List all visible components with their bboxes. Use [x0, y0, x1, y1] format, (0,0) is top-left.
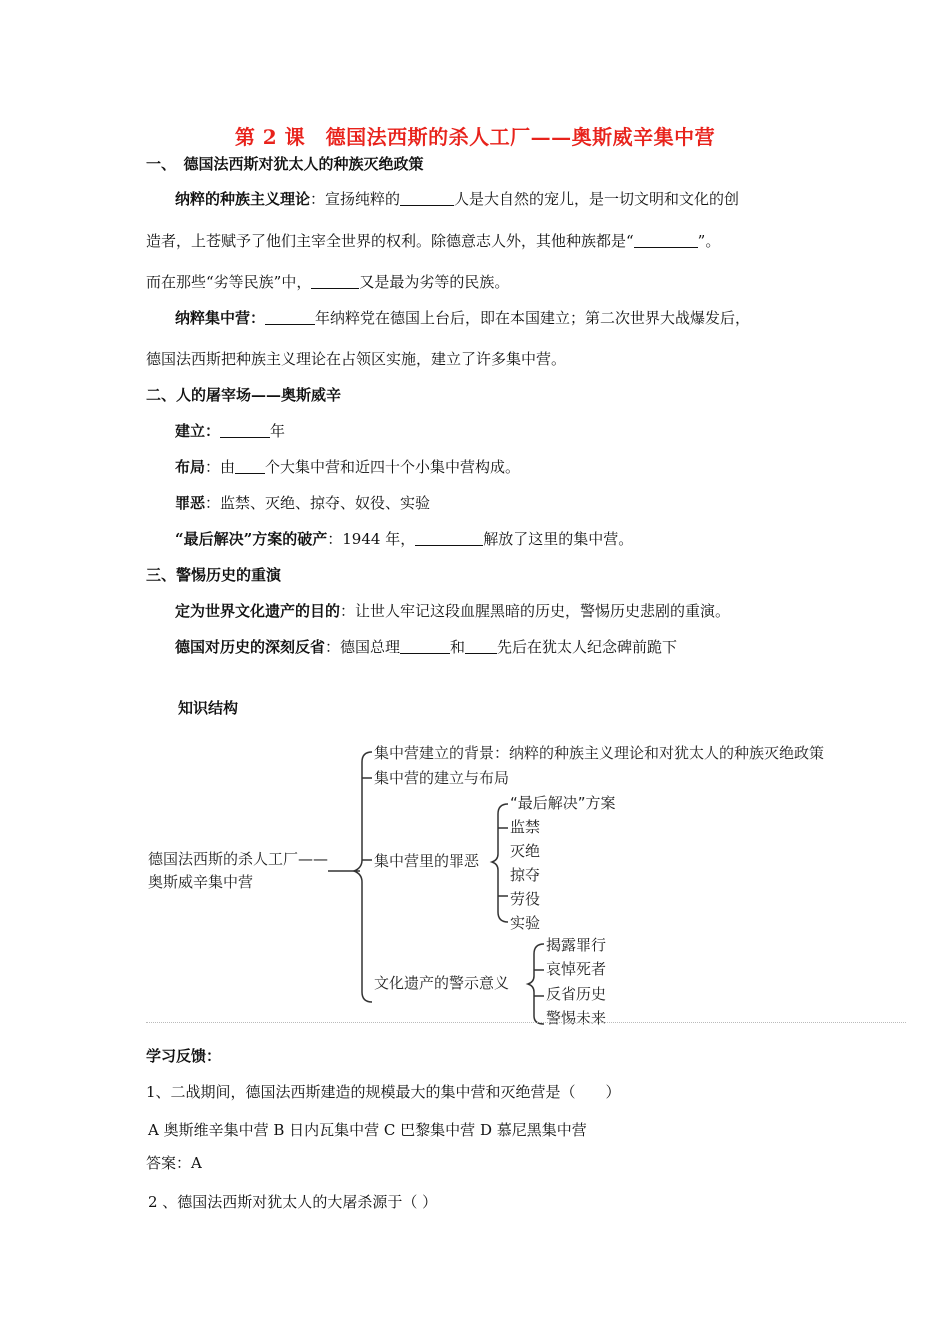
knowledge-structure-diagram	[140, 736, 910, 1026]
diagram-branch-founding: 集中营的建立与布局	[374, 769, 510, 787]
diagram-crime-item: 实验	[510, 914, 541, 932]
blank-8[interactable]	[400, 639, 450, 654]
crimes-line: 罪恶：监禁、灭绝、掠夺、奴役、实验	[175, 494, 431, 512]
blank-1[interactable]	[400, 191, 454, 206]
section-1-paragraph-1-cont: 造者，上苍赋予了他们主宰全世界的权利。除德意志人外，其他种族都是“ ”。	[146, 232, 721, 250]
diagram-crime-item: “最后解决”方案	[510, 794, 616, 812]
section-1-heading: 一、 德国法西斯对犹太人的种族灭绝政策	[146, 155, 424, 173]
blank-5[interactable]	[220, 423, 270, 438]
section-2-heading: 二、人的屠宰场——奥斯威辛	[146, 386, 342, 404]
section-1-paragraph-1: 纳粹的种族主义理论：宣扬纯粹的 人是大自然的宠儿，是一切文明和文化的创	[175, 190, 740, 208]
diagram-branch-crimes: 集中营里的罪恶	[374, 852, 480, 870]
blank-2[interactable]	[634, 233, 698, 248]
reflection-line: 德国对历史的深刻反省：德国总理 和 先后在犹太人纪念碑前跪下	[175, 638, 678, 656]
nazi-race-theory-label: 纳粹的种族主义理论	[175, 190, 311, 208]
question-2: 2 、德国法西斯对犹太人的大屠杀源于（ ）	[148, 1193, 438, 1211]
section-1-paragraph-2: 纳粹集中营： 年纳粹党在德国上台后，即在本国建立；第二次世界大战爆发后，	[175, 309, 751, 327]
divider	[146, 1022, 906, 1023]
blank-3[interactable]	[311, 274, 359, 289]
diagram-crime-item: 监禁	[510, 818, 541, 836]
question-1: 1、二战期间，德国法西斯建造的规模最大的集中营和灭绝营是（ ）	[146, 1083, 621, 1101]
diagram-crime-item: 掠夺	[510, 866, 541, 884]
diagram-branch-heritage: 文化遗产的警示意义	[374, 974, 510, 992]
question-1-options: A 奥斯维辛集中营 B 日内瓦集中营 C 巴黎集中营 D 慕尼黑集中营	[148, 1121, 587, 1139]
blank-6[interactable]	[235, 459, 265, 474]
diagram-crime-item: 劳役	[510, 890, 541, 908]
page-title: 第 2 课 德国法西斯的杀人工厂——奥斯威辛集中营	[234, 125, 716, 149]
diagram-meaning-item: 哀悼死者	[546, 960, 607, 978]
blank-7[interactable]	[415, 531, 483, 546]
section-1-paragraph-1-end: 而在那些“劣等民族”中， 又是最为劣等的民族。	[146, 273, 510, 291]
diagram-meaning-item: 警惕未来	[546, 1009, 607, 1026]
blank-4[interactable]	[265, 310, 315, 325]
section-1-paragraph-2-cont: 德国法西斯把种族主义理论在占领区实施，建立了许多集中营。	[146, 350, 567, 368]
diagram-root-line-2: 奥斯威辛集中营	[148, 873, 254, 891]
diagram-branch-background: 集中营建立的背景：纳粹的种族主义理论和对犹太人的种族灭绝政策	[374, 744, 825, 762]
layout-line: 布局：由 个大集中营和近四十个小集中营构成。	[175, 458, 521, 476]
heritage-line: 定为世界文化遗产的目的：让世人牢记这段血腥黑暗的历史，警惕历史悲剧的重演。	[175, 602, 731, 620]
knowledge-structure-heading: 知识结构	[178, 699, 239, 717]
feedback-heading: 学习反馈：	[146, 1047, 222, 1065]
section-3-heading: 三、警惕历史的重演	[146, 566, 282, 584]
final-solution-line: “最后解决”方案的破产：1944 年， 解放了这里的集中营。	[175, 530, 634, 548]
built-line: 建立： 年	[175, 422, 286, 440]
question-1-answer: 答案：A	[146, 1154, 202, 1172]
diagram-meaning-item: 揭露罪行	[546, 936, 607, 954]
nazi-camp-label: 纳粹集中营：	[175, 309, 266, 327]
blank-9[interactable]	[465, 639, 497, 654]
diagram-crime-item: 灭绝	[510, 842, 541, 860]
diagram-root-line-1: 德国法西斯的杀人工厂——	[148, 850, 329, 868]
diagram-meaning-item: 反省历史	[546, 985, 607, 1003]
